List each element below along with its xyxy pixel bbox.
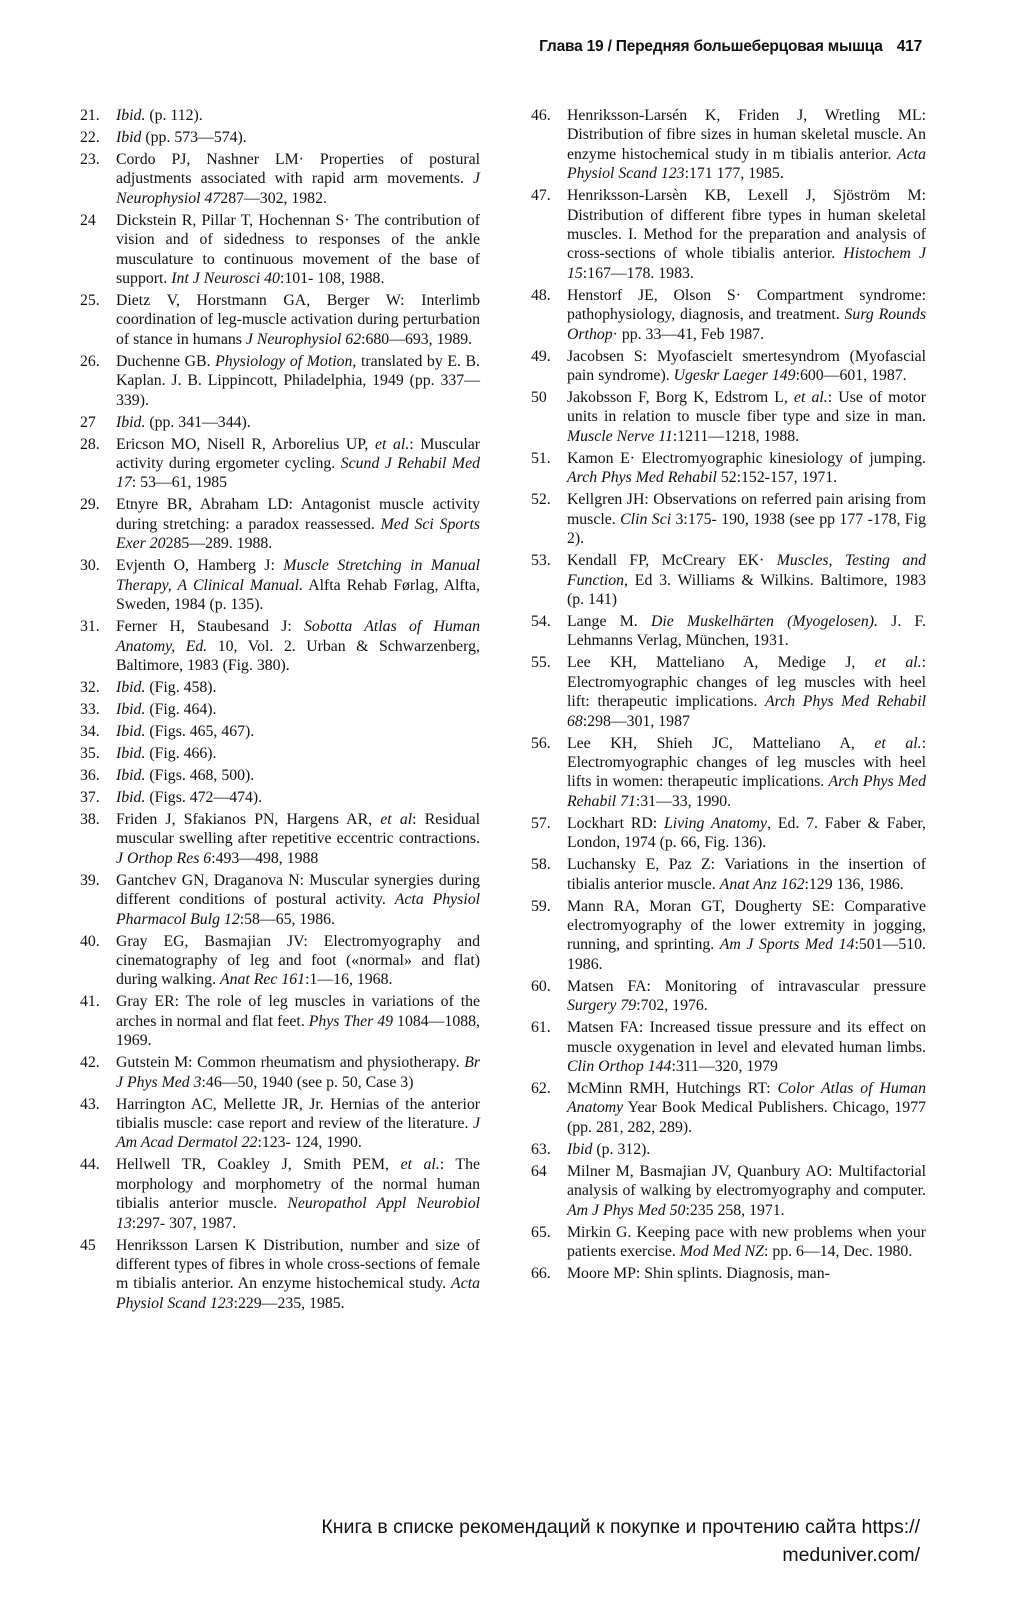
- references-column-left: [80, 106, 480, 1316]
- footer-promo-line: Книга в списке рекомендаций к покупке и прочтению сайта https://: [321, 1516, 920, 1538]
- reference-number: 51.: [531, 449, 551, 467]
- reference-item: [80, 1155, 480, 1233]
- reference-text: Lee KH, Shieh JC, Matteliano A, et al.: Electromyographic changes of leg muscles with heel lifts in women: therapeutic implications. Arch Phys Med Rehabil 71:31—33, 1990.: [567, 734, 927, 810]
- reference-item: [531, 1264, 926, 1283]
- reference-item: [531, 106, 926, 184]
- reference-number: 32.: [80, 678, 100, 696]
- reference-text: Mann RA, Moran GT, Dougherty SE: Comparative electromyography of the lower extremity in jogging, running, and sprinting. Am J Sports Med 14:501—510. 1986.: [567, 897, 926, 973]
- reference-text: Gray ER: The role of leg muscles in variations of the arches in normal and flat feet. Phys Ther 49 1084—1088, 1969.: [116, 993, 480, 1050]
- reference-item: [531, 1079, 926, 1137]
- reference-number: 44.: [80, 1156, 100, 1174]
- reference-text: Ibid (p. 312).: [567, 1140, 651, 1158]
- reference-text: Jakobsson F, Borg K, Edstrom L, et al.: Use of motor units in relation to muscle fiber type and size in man. Muscle Nerve 11:1211—1218, 1988.: [567, 389, 927, 445]
- reference-item: [531, 1018, 926, 1076]
- reference-text: Friden J, Sfakianos PN, Hargens AR, et al: Residual muscular swelling after repetitive eccentric contractions. J Orthop Res 6:493—498, 1988: [116, 810, 480, 867]
- reference-number: 41.: [80, 993, 100, 1011]
- reference-item: [531, 1223, 926, 1262]
- reference-text: Etnyre BR, Abraham LD: Antagonist muscle activity during stretching: a paradox reassessed. Med Sci Sports Exer 20285—289. 1988.: [116, 496, 480, 553]
- reference-number: 25.: [80, 292, 100, 310]
- reference-number: 35.: [80, 744, 100, 762]
- reference-item: [80, 435, 480, 493]
- reference-item: [531, 977, 926, 1016]
- reference-item: [531, 897, 926, 975]
- reference-text: Henriksson Larsen K Distribution, number and size of different types of fibres in whole cross-sections of female m tibialis anterior. An enzyme histochemical study. Acta Physiol Scand 123:229—235, 1985.: [116, 1236, 480, 1312]
- reference-number: 50: [531, 389, 547, 407]
- reference-item: [80, 495, 480, 553]
- reference-item: [531, 855, 926, 894]
- reference-item: [80, 992, 480, 1050]
- reference-text: Lockhart RD: Living Anatomy, Ed. 7. Faber & Faber, London, 1974 (p. 66, Fig. 136).: [567, 814, 926, 852]
- reference-text: Ibid. (Figs. 472—474).: [116, 788, 263, 806]
- reference-item: [80, 150, 480, 208]
- reference-number: 45: [80, 1236, 96, 1254]
- reference-number: 31.: [80, 618, 100, 636]
- reference-number: 43.: [80, 1095, 100, 1113]
- reference-text: Henstorf JE, Olson S· Compartment syndrome: pathophysiology, diagnosis, and treatment. Surg Rounds Orthop· pp. 33—41, Feb 1987.: [567, 286, 926, 343]
- reference-number: 62.: [531, 1080, 551, 1097]
- reference-text: Matsen FA: Increased tissue pressure and its effect on muscle oxygenation in level and elevated human limbs. Clin Orthop 144:311—320, 1979: [567, 1019, 926, 1075]
- reference-text: Ibid. (pp. 341—344).: [116, 413, 251, 431]
- reference-item: [80, 1053, 480, 1092]
- reference-item: [80, 722, 480, 741]
- reference-text: Henriksson-Larsèn KB, Lexell J, Sjöström M: Distribution of different fibre types in human skeletal muscles. I. Method for the preparation and analysis of cross-sections of whole tibialis anterior. Histochem J 15:167—178. 1983.: [567, 187, 926, 282]
- reference-text: Ibid (pp. 573—574).: [116, 129, 247, 146]
- reference-number: 23.: [80, 151, 100, 168]
- reference-item: [80, 700, 480, 719]
- reference-number: 21.: [80, 107, 100, 124]
- reference-item: [80, 871, 480, 929]
- reference-text: Gutstein M: Common rheumatism and physiotherapy. Br J Phys Med 3:46—50, 1940 (see p. 50, Case 3): [116, 1054, 480, 1091]
- reference-number: 59.: [531, 897, 551, 915]
- reference-item: [80, 617, 480, 675]
- reference-item: [531, 612, 926, 651]
- reference-item: [80, 932, 480, 990]
- reference-text: Lange M. Die Muskelhärten (Myogelosen). J. F. Lehmanns Verlag, München, 1931.: [567, 612, 926, 650]
- reference-text: Evjenth O, Hamberg J: Muscle Stretching in Manual Therapy, A Clinical Manual. Alfta Rehab Førlag, Alfta, Sweden, 1984 (p. 135).: [116, 557, 480, 614]
- reference-item: [531, 734, 926, 812]
- reference-text: Ibid. (p. 112).: [116, 107, 203, 124]
- reference-item: [80, 1095, 480, 1153]
- reference-text: Ibid. (Fig. 466).: [116, 744, 217, 762]
- reference-number: 38.: [80, 810, 100, 828]
- reference-text: Luchansky E, Paz Z: Variations in the insertion of tibialis anterior muscle. Anat Anz 162:129 136, 1986.: [567, 856, 926, 893]
- chapter-title: Глава 19 / Передняя большеберцовая мышца: [539, 38, 883, 55]
- reference-item: [80, 744, 480, 763]
- reference-text: Ericson MO, Nisell R, Arborelius UP, et al.: Muscular activity during ergometer cycling. Scund J Rehabil Med 17: 53—61, 1985: [116, 435, 480, 492]
- reference-number: 61.: [531, 1019, 551, 1037]
- reference-text: Lee KH, Matteliano A, Medige J, et al.: Electromyographic changes of leg muscles with heel lift: therapeutic implications. Arch Phys Med Rehabil 68:298—301, 1987: [567, 654, 926, 730]
- reference-number: 60.: [531, 977, 551, 995]
- reference-item: [80, 352, 480, 410]
- reference-item: [531, 1162, 926, 1220]
- reference-number: 33.: [80, 700, 100, 718]
- reference-number: 37.: [80, 788, 100, 806]
- reference-item: [80, 788, 480, 807]
- reference-item: [531, 449, 926, 488]
- reference-item: [531, 347, 926, 386]
- reference-number: 39.: [80, 871, 100, 889]
- reference-item: [80, 766, 480, 785]
- reference-text: Mirkin G. Keeping pace with new problems when your patients exercise. Mod Med NZ: pp. 6—14, Dec. 1980.: [567, 1223, 926, 1261]
- reference-number: 47.: [531, 187, 551, 205]
- reference-text: Duchenne GB. Physiology of Motion, translated by E. B. Kaplan. J. B. Lippincott, Philadelphia, 1949 (pp. 337—339).: [116, 352, 480, 409]
- reference-number: 29.: [80, 496, 100, 514]
- reference-text: Henriksson-Larsén K, Friden J, Wretling ML: Distribution of fibre sizes in human skeletal muscle. An enzyme histochemical study in m tibialis anterior. Acta Physiol Scand 123:171 177, 1985.: [567, 107, 926, 183]
- reference-item: [531, 1140, 926, 1159]
- reference-item: [80, 1236, 480, 1314]
- reference-item: [80, 678, 480, 697]
- reference-item: [80, 810, 480, 868]
- reference-number: 28.: [80, 435, 100, 453]
- reference-item: [531, 814, 926, 853]
- reference-item: [531, 551, 926, 609]
- reference-number: 52.: [531, 491, 551, 509]
- reference-item: [80, 291, 480, 349]
- reference-number: 53.: [531, 552, 551, 570]
- reference-item: [80, 556, 480, 614]
- reference-text: Dickstein R, Pillar T, Hochennan S· The contribution of vision and of sidedness to responses of the ankle musculature to continuous movement of the base of support. Int J Neurosci 40:101- 108, 1988.: [116, 211, 480, 288]
- reference-number: 63.: [531, 1140, 551, 1158]
- reference-text: Kellgren JH: Observations on referred pain arising from muscle. Clin Sci 3:175- 190, 1938 (see pp 177 -178, Fig 2).: [567, 491, 926, 548]
- reference-text: Gantchev GN, Draganova N: Muscular synergies during different conditions of postural activity. Acta Physiol Pharmacol Bulg 12:58—65, 1986.: [116, 871, 480, 928]
- reference-item: [80, 413, 480, 432]
- reference-number: 36.: [80, 766, 100, 784]
- reference-text: Ferner H, Staubesand J: Sobotta Atlas of Human Anatomy, Ed. 10, Vol. 2. Urban & Schwarzenberg, Baltimore, 1983 (Fig. 380).: [116, 618, 481, 674]
- reference-number: 57.: [531, 814, 551, 832]
- reference-number: 46.: [531, 107, 551, 124]
- page-number: 417: [896, 38, 922, 55]
- reference-number: 27: [80, 413, 96, 431]
- reference-text: Cordo PJ, Nashner LM· Properties of postural adjustments associated with rapid arm movements. J Neurophysiol 47287—302, 1982.: [116, 151, 480, 207]
- reference-text: Ibid. (Fig. 464).: [116, 700, 217, 718]
- reference-number: 24: [80, 211, 96, 229]
- reference-number: 30.: [80, 557, 100, 575]
- reference-text: McMinn RMH, Hutchings RT: Color Atlas of Human Anatomy Year Book Medical Publishers. Chicago, 1977 (pp. 281, 282, 289).: [567, 1080, 926, 1136]
- reference-number: 66.: [531, 1265, 551, 1283]
- reference-number: 56.: [531, 734, 551, 752]
- reference-text: Kamon E· Electromyographic kinesiology of jumping. Arch Phys Med Rehabil 52:152-157, 1971.: [567, 449, 926, 487]
- reference-number: 58.: [531, 856, 551, 874]
- reference-number: 26.: [80, 352, 100, 370]
- reference-number: 54.: [531, 612, 551, 630]
- reference-number: 64: [531, 1162, 547, 1180]
- reference-item: [80, 128, 480, 147]
- reference-text: Matsen FA: Monitoring of intravascular pressure Surgery 79:702, 1976.: [567, 977, 926, 1015]
- reference-item: [80, 211, 480, 289]
- reference-number: 40.: [80, 932, 100, 950]
- reference-number: 22.: [80, 129, 100, 146]
- reference-item: [80, 106, 480, 125]
- reference-text: Kendall FP, McCreary EK· Muscles, Testing and Function, Ed 3. Williams & Wilkins. Baltimore, 1983 (p. 141): [567, 552, 926, 608]
- reference-number: 65.: [531, 1223, 551, 1241]
- references-column-right: [531, 106, 926, 1286]
- reference-text: Dietz V, Horstmann GA, Berger W: Interlimb coordination of leg-muscle activation during perturbation of stance in humans J Neurophysiol 62:680—693, 1989.: [116, 292, 480, 348]
- reference-text: Ibid. (Figs. 465, 467).: [116, 722, 255, 740]
- reference-text: Hellwell TR, Coakley J, Smith PEM, et al.: The morphology and morphometry of the normal human tibialis anterior muscle. Neuropathol Appl Neurobiol 13:297- 307, 1987.: [116, 1156, 480, 1232]
- reference-text: Harrington AC, Mellette JR, Jr. Hernias of the anterior tibialis muscle: case report and review of the literature. J Am Acad Dermatol 22:123- 124, 1990.: [116, 1095, 480, 1152]
- reference-text: Jacobsen S: Myofascielt smertesyndrom (Myofascial pain syndrome). Ugeskr Laeger 149:600—601, 1987.: [567, 347, 926, 385]
- reference-number: 55.: [531, 654, 551, 672]
- running-header: [539, 38, 922, 56]
- reference-item: [531, 186, 926, 283]
- footer-url[interactable]: meduniver.com/: [782, 1544, 920, 1566]
- reference-number: 49.: [531, 347, 551, 365]
- reference-text: Moore MP: Shin splints. Diagnosis, man-: [567, 1265, 830, 1283]
- reference-text: Milner M, Basmajian JV, Quanbury AO: Multifactorial analysis of walking by electromyography and computer. Am J Phys Med 50:235 258, 1971.: [567, 1162, 926, 1219]
- reference-item: [531, 653, 926, 731]
- reference-item: [531, 388, 926, 446]
- reference-text: Gray EG, Basmajian JV: Electromyography and cinematography of leg and foot («normal» and flat) during walking. Anat Rec 161:1—16, 1968.: [116, 932, 480, 989]
- reference-number: 42.: [80, 1054, 100, 1072]
- reference-item: [531, 490, 926, 548]
- reference-text: Ibid. (Fig. 458).: [116, 678, 217, 696]
- reference-item: [531, 286, 926, 344]
- reference-number: 48.: [531, 286, 551, 304]
- reference-number: 34.: [80, 722, 100, 740]
- reference-text: Ibid. (Figs. 468, 500).: [116, 766, 255, 784]
